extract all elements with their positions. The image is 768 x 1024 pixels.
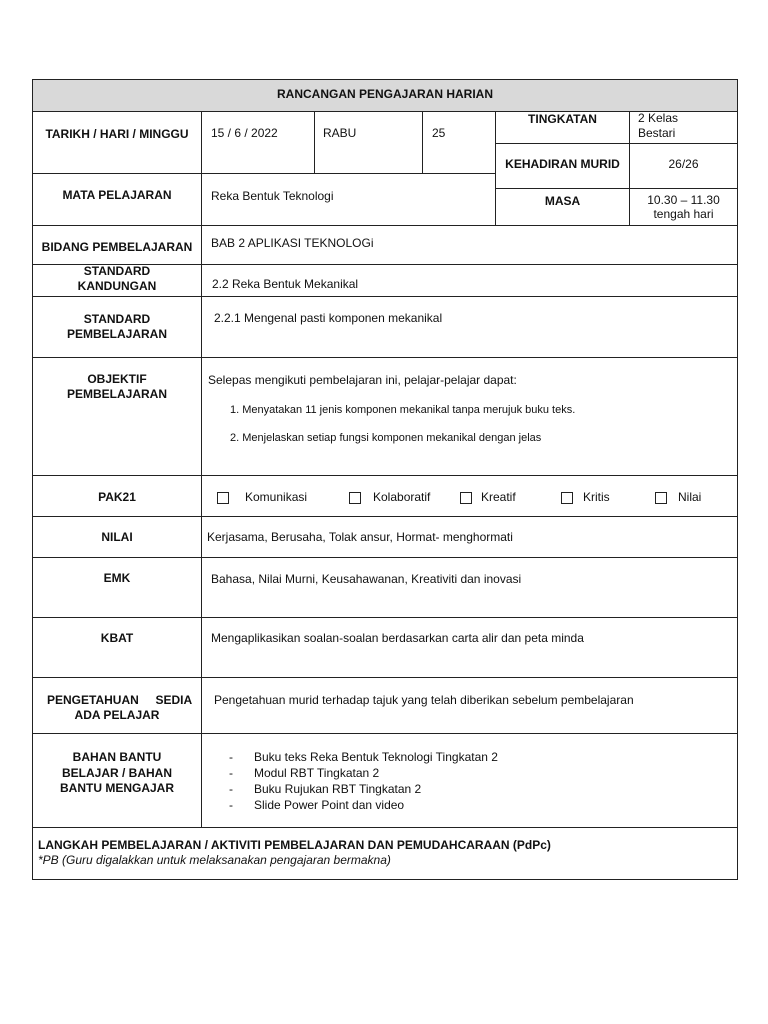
objektif-label-line1: OBJEKTIF <box>87 372 147 386</box>
kritis-label: Kritis <box>583 490 610 504</box>
nilai-label: NILAI <box>101 530 133 544</box>
kbat-label: KBAT <box>100 631 134 645</box>
list-item: - Slide Power Point dan video <box>229 798 405 812</box>
pengetahuan-value: Pengetahuan murid terhadap tajuk yang telah diberikan sebelum pembelajaran <box>214 693 634 707</box>
tingkatan-label: TINGKATAN <box>528 112 597 126</box>
bahan-label-line2: BELAJAR / BAHAN <box>61 766 172 780</box>
objektif-label-line2: PEMBELAJARAN <box>66 387 167 401</box>
bahan-label-line1: BAHAN BANTU <box>72 750 162 764</box>
standard-pembelajaran-value: 2.2.1 Mengenal pasti komponen mekanikal <box>214 311 443 325</box>
week-value: 25 <box>432 126 446 140</box>
kbat-value: Mengaplikasikan soalan-soalan berdasarkan carta alir dan peta minda <box>211 631 584 645</box>
standard-kandungan-label-line1: STANDARD <box>83 264 151 278</box>
masa-label: MASA <box>544 194 581 208</box>
komunikasi-label: Komunikasi <box>245 490 308 504</box>
nilai-option-label: Nilai <box>678 490 702 504</box>
masa-value-line2: tengah hari <box>653 207 714 221</box>
tingkatan-value-line2: Bestari <box>638 126 676 140</box>
bahan-label-line3: BANTU MENGAJAR <box>60 781 174 795</box>
kritis-checkbox[interactable] <box>561 492 573 504</box>
date-value: 15 / 6 / 2022 <box>211 126 278 140</box>
langkah-title: LANGKAH PEMBELAJARAN / AKTIVITI PEMBELAJARAN DAN PEMUDAHCARAAN (PdPc) <box>38 838 551 852</box>
standard-pembelajaran-value-cell <box>201 296 738 358</box>
tarikh-label-cell <box>32 111 202 174</box>
mata-pelajaran-value: Reka Bentuk Teknologi <box>211 189 334 203</box>
tarikh-label: TARIKH / HARI / MINGGU <box>45 127 189 141</box>
objektif-item: 1. Menyatakan 11 jenis komponen mekanikal tanpa merujuk buku teks. <box>230 404 576 416</box>
pengetahuan-label-line1: PENGETAHUAN SEDIA <box>47 693 193 707</box>
emk-label-cell <box>32 557 202 618</box>
standard-pembelajaran-label-line1: STANDARD <box>83 312 151 326</box>
kehadiran-value: 26/26 <box>668 157 699 171</box>
standard-pembelajaran-label-line2: PEMBELAJARAN <box>66 327 167 341</box>
emk-value: Bahasa, Nilai Murni, Keusahawanan, Kreativiti dan inovasi <box>211 572 522 586</box>
kreatif-label: Kreatif <box>481 490 516 504</box>
kbat-value-cell <box>201 617 738 678</box>
kbat-label-cell <box>32 617 202 678</box>
objektif-item: 2. Menjelaskan setiap fungsi komponen mekanikal dengan jelas <box>230 432 542 444</box>
masa-value-line1: 10.30 – 11.30 <box>647 193 720 207</box>
list-item: - Buku teks Reka Bentuk Teknologi Tingkatan 2 <box>229 750 498 764</box>
objektif-list <box>230 403 575 459</box>
date-cell <box>201 111 315 174</box>
nilai-value: Kerjasama, Berusaha, Tolak ansur, Hormat- menghormati <box>207 530 513 544</box>
week-cell <box>422 111 496 174</box>
pengetahuan-label-line2: ADA PELAJAR <box>74 708 160 722</box>
kolaboratif-checkbox[interactable] <box>349 492 361 504</box>
list-item: - Modul RBT Tingkatan 2 <box>229 766 380 780</box>
objektif-intro: Selepas mengikuti pembelajaran ini, pelajar-pelajar dapat: <box>208 373 517 387</box>
day-value: RABU <box>323 126 357 140</box>
bidang-value: BAB 2 APLIKASI TEKNOLOGi <box>211 236 374 250</box>
komunikasi-checkbox[interactable] <box>217 492 229 504</box>
kolaboratif-label: Kolaboratif <box>373 490 431 504</box>
bidang-label: BIDANG PEMBELAJARAN <box>41 240 193 254</box>
standard-kandungan-value: 2.2 Reka Bentuk Mekanikal <box>212 277 359 291</box>
mata-pelajaran-label: MATA PELAJARAN <box>62 188 172 202</box>
day-cell <box>314 111 423 174</box>
kehadiran-label: KEHADIRAN MURID <box>505 157 620 171</box>
langkah-note: *PB (Guru digalakkan untuk melaksanakan pengajaran bermakna) <box>38 853 391 867</box>
tingkatan-value-line1: 2 Kelas <box>638 111 679 125</box>
emk-label: EMK <box>103 571 131 585</box>
standard-kandungan-label-line2: KANDUNGAN <box>77 279 157 293</box>
list-item: - Buku Rujukan RBT Tingkatan 2 <box>229 782 422 796</box>
bahan-list <box>229 749 498 813</box>
emk-value-cell <box>201 557 738 618</box>
nilai-checkbox[interactable] <box>655 492 667 504</box>
pak21-label: PAK21 <box>98 490 136 504</box>
page-title: RANCANGAN PENGAJARAN HARIAN <box>276 87 493 101</box>
kreatif-checkbox[interactable] <box>460 492 472 504</box>
